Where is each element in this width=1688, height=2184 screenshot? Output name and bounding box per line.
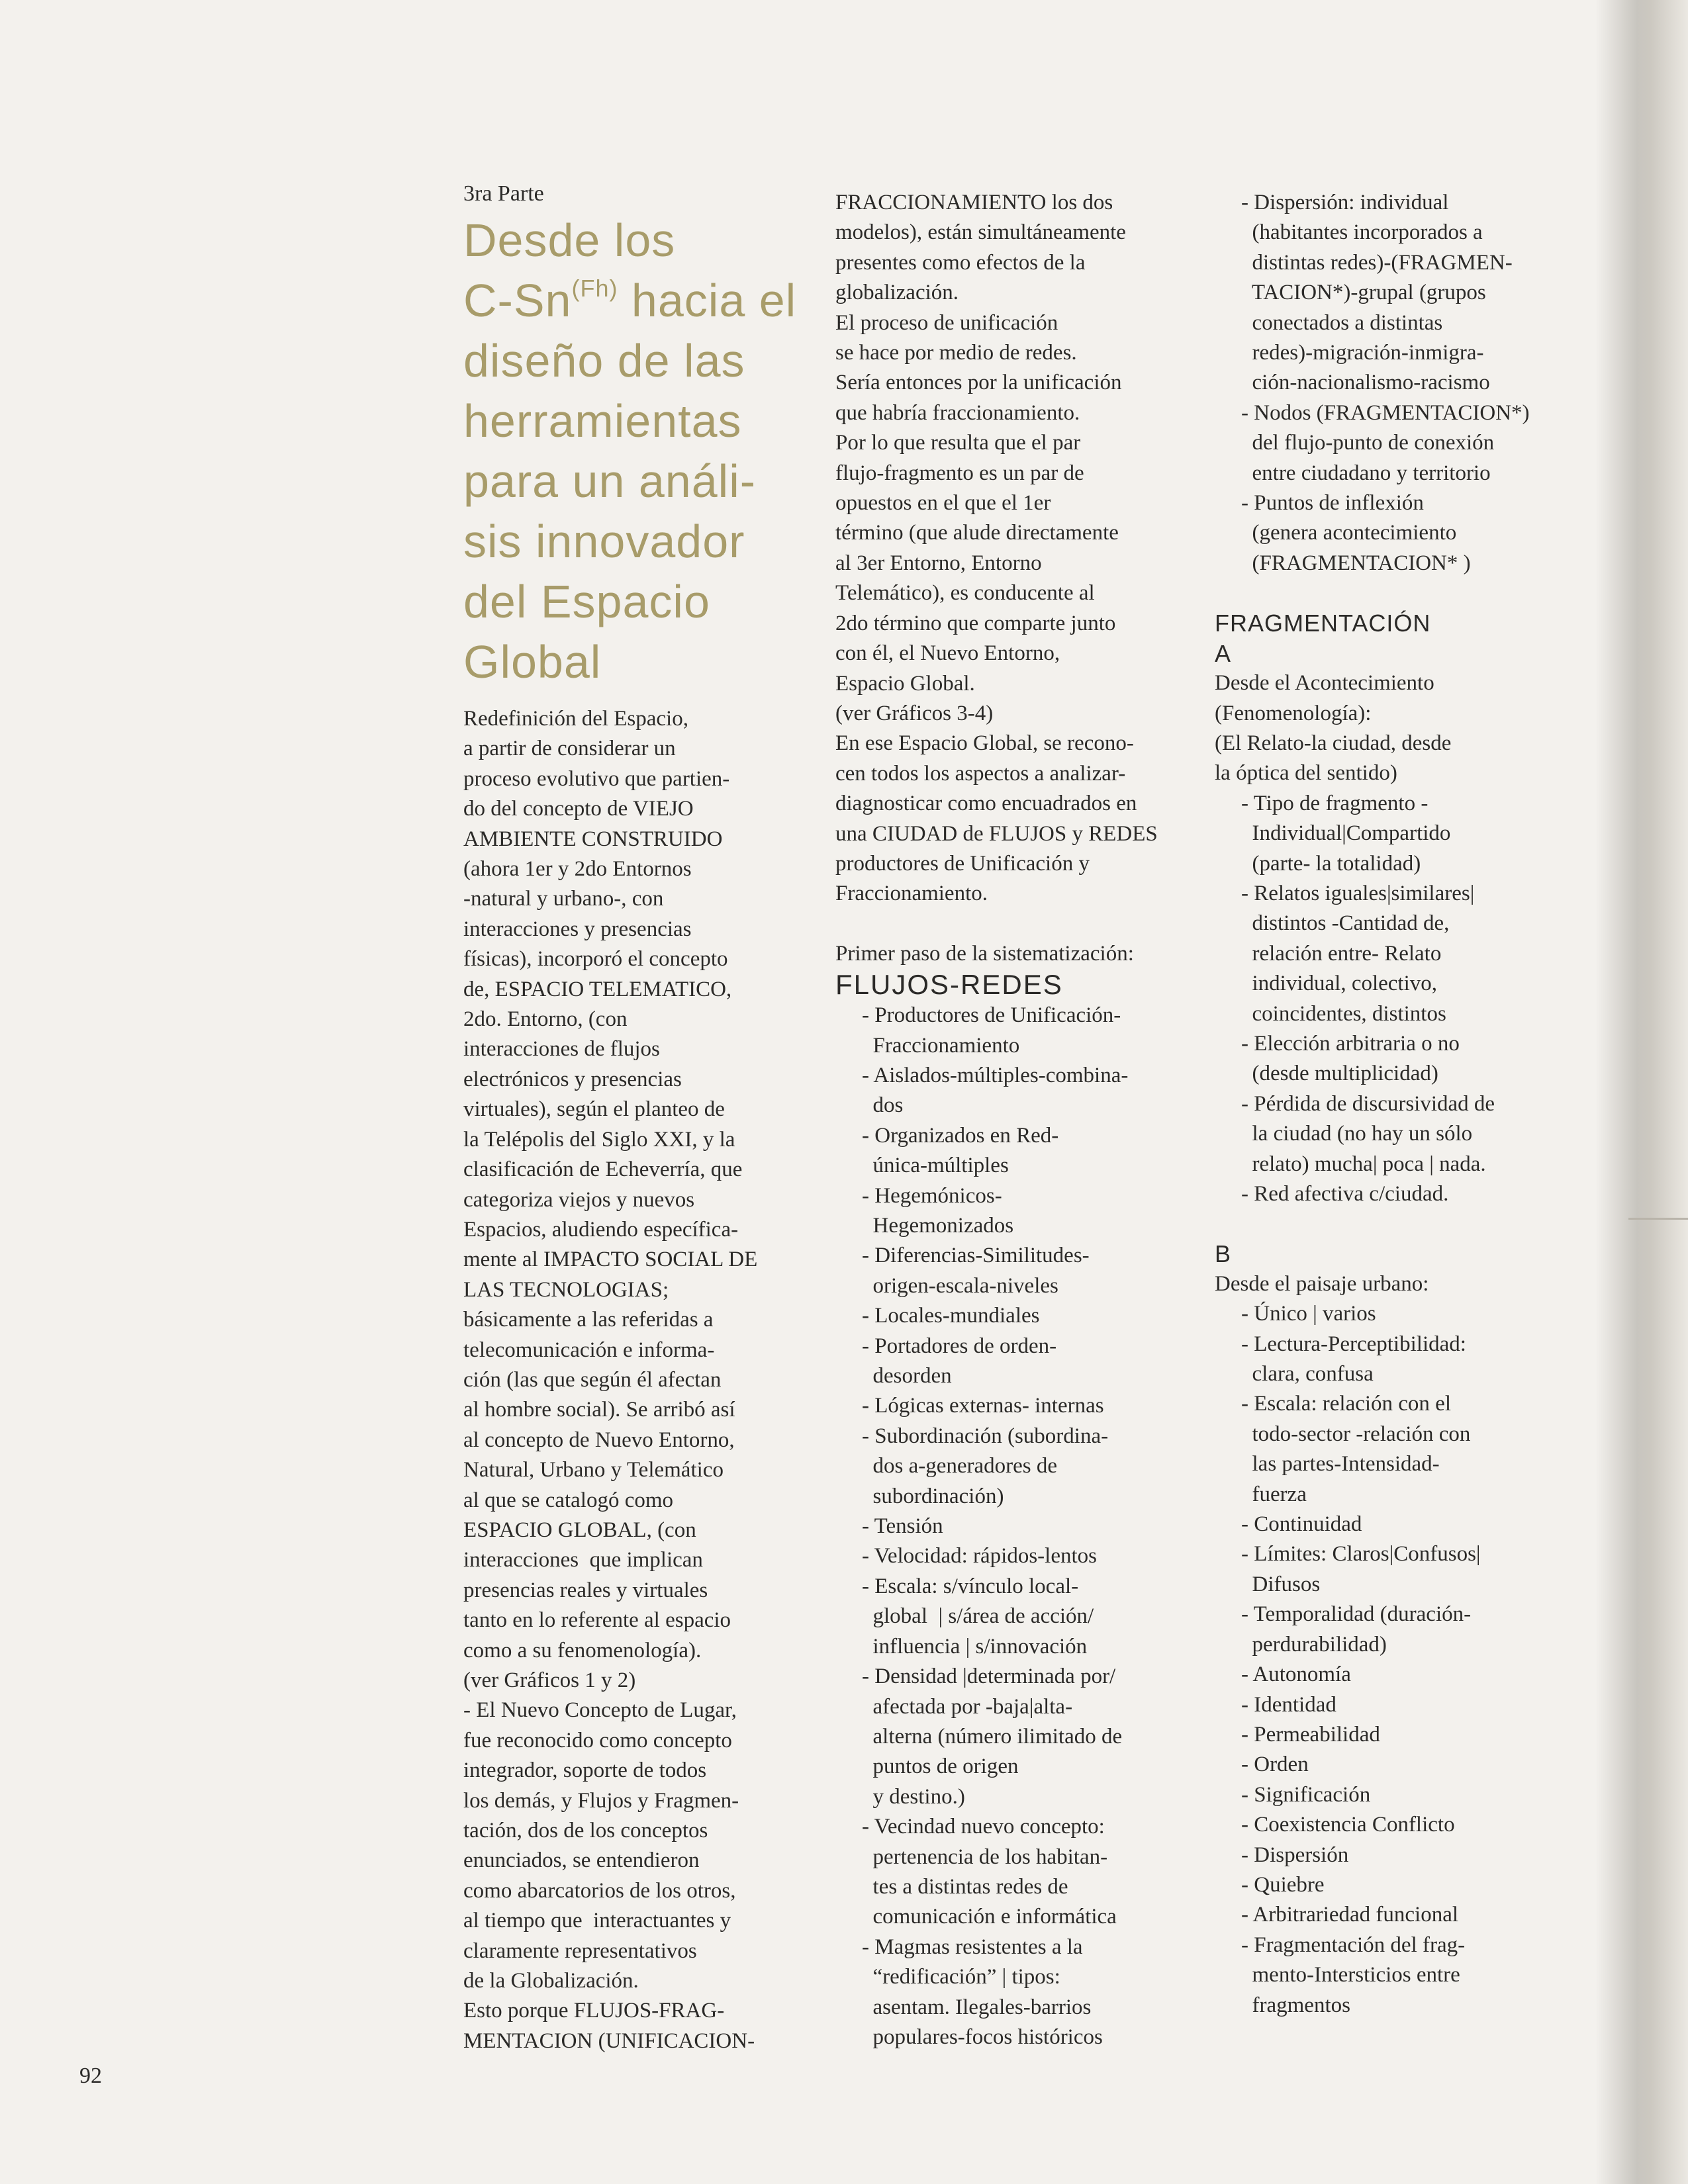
list-item: dos a-generadores de: [862, 1454, 1058, 1479]
list-item: fragmentos: [1241, 1993, 1350, 2017]
bullet-list: [1215, 188, 1559, 578]
list-item: conectados a distintas: [1241, 310, 1443, 335]
body-line: que habría fraccionamiento.: [835, 400, 1080, 425]
title-text: hacia el: [618, 275, 797, 326]
list-item: - Magmas resistentes a la: [862, 1934, 1083, 1959]
body-line: Espacios, aludiendo específica-: [463, 1217, 739, 1242]
list-item: subordinación): [862, 1484, 1004, 1508]
column-3: [1215, 188, 1559, 2021]
title-line: sis innovador: [463, 516, 745, 567]
body-line: ESPACIO GLOBAL, (con: [463, 1518, 696, 1542]
title-line: para un análi-: [463, 455, 757, 507]
body-line: los demás, y Flujos y Fragmen-: [463, 1788, 739, 1813]
list-item: - Productores de Unificación-: [862, 1003, 1121, 1028]
body-line: interacciones que implican: [463, 1548, 703, 1572]
list-item: Individual|Compartido: [1241, 821, 1451, 846]
list-item: - Subordinación (subordina-: [862, 1424, 1109, 1448]
body-line: Telemático), es conducente al: [835, 581, 1095, 606]
list-item: “redificación” | tipos:: [862, 1965, 1060, 1989]
list-item: - Autonomía: [1241, 1662, 1351, 1687]
body-line: a partir de considerar un: [463, 737, 676, 761]
body-line: tación, dos de los conceptos: [463, 1819, 708, 1843]
list-item: - Velocidad: rápidos-lentos: [862, 1544, 1097, 1569]
list-item: única-múltiples: [862, 1154, 1009, 1178]
body-line: interacciones y presencias: [463, 917, 692, 941]
body-line: diagnosticar como encuadrados en: [835, 792, 1137, 816]
list-item: TACION*)-grupal (grupos: [1241, 281, 1486, 305]
list-item: - Coexistencia Conflicto: [1241, 1813, 1455, 1837]
body-line: la Telépolis del Siglo XXI, y la: [463, 1127, 735, 1152]
list-item: - Permeabilidad: [1241, 1722, 1380, 1747]
body-line: Desde el Acontecimiento: [1215, 671, 1434, 696]
body-line: virtuales), según el planteo de: [463, 1097, 725, 1122]
list-item: - Significación: [1241, 1782, 1371, 1807]
body-line: cen todos los aspectos a analizar-: [835, 761, 1126, 786]
list-item: la ciudad (no hay un sólo: [1241, 1122, 1473, 1146]
list-item: - Dispersión: individual: [1241, 191, 1449, 214]
list-item: mento-Intersticios entre: [1241, 1963, 1460, 1987]
list-item: - Diferencias-Similitudes-: [862, 1244, 1090, 1268]
list-item: - Escala: relación con el: [1241, 1392, 1451, 1416]
body-line: la óptica del sentido): [1215, 761, 1397, 786]
list-item: las partes-Intensidad-: [1241, 1452, 1440, 1477]
body-line: telecomunicación e informa-: [463, 1338, 715, 1362]
list-item: - Tipo de fragmento -: [1241, 791, 1429, 815]
body-line: físicas), incorporó el concepto: [463, 947, 728, 972]
list-item: - Densidad |determinada por/: [862, 1664, 1116, 1689]
list-item: individual, colectivo,: [1241, 972, 1438, 996]
list-item: - Aislados-múltiples-combina-: [862, 1063, 1129, 1087]
title-line: diseño de las: [463, 335, 745, 387]
body-line: como abarcatorios de los otros,: [463, 1878, 736, 1903]
body-line: do del concepto de VIEJO: [463, 797, 694, 821]
body-line: globalización.: [835, 281, 959, 305]
list-item: - Portadores de orden-: [862, 1334, 1057, 1358]
list-item: - Quiebre: [1241, 1872, 1325, 1897]
list-item: - Temporalidad (duración-: [1241, 1602, 1472, 1627]
list-item: - Continuidad: [1241, 1512, 1362, 1537]
list-item: - Relatos iguales|similares|: [1241, 881, 1475, 905]
body-line: (ver Gráficos 3-4): [835, 701, 994, 725]
title-line: [463, 271, 797, 331]
body-line: (ver Gráficos 1 y 2): [463, 1668, 636, 1692]
list-item: relato) mucha| poca | nada.: [1241, 1152, 1486, 1176]
list-item: - Dispersión: [1241, 1843, 1349, 1867]
subsection-label: A: [1215, 639, 1232, 667]
body-line: (El Relato-la ciudad, desde: [1215, 731, 1452, 755]
body-line: de la Globalización.: [463, 1969, 639, 1993]
list-item: global | s/área de acción/: [862, 1604, 1094, 1629]
step-label: Primer paso de la sistematización:: [835, 941, 1134, 966]
body-line: interacciones de flujos: [463, 1037, 660, 1062]
body-line: Natural, Urbano y Telemático: [463, 1458, 724, 1482]
list-item: Hegemonizados: [862, 1214, 1014, 1238]
section-title: FLUJOS-REDES: [835, 969, 1063, 1001]
body-line: se hace por medio de redes.: [835, 341, 1077, 365]
list-item: desorden: [862, 1364, 952, 1388]
body-line: tanto en lo referente al espacio: [463, 1608, 731, 1633]
body-line: (ahora 1er y 2do Entornos: [463, 857, 692, 882]
body-line: de, ESPACIO TELEMATICO,: [463, 977, 732, 1001]
body-line: proceso evolutivo que partien-: [463, 766, 730, 791]
list-item: - Único | varios: [1241, 1302, 1376, 1326]
body-line: -natural y urbano-, con: [463, 887, 664, 911]
body-line: básicamente a las referidas a: [463, 1308, 714, 1332]
list-item: - Identidad: [1241, 1692, 1336, 1717]
body-line: una CIUDAD de FLUJOS y REDES: [835, 821, 1158, 846]
body-line: MENTACION (UNIFICACION-: [463, 2028, 755, 2053]
body-line: opuestos en el que el 1er: [835, 491, 1051, 516]
list-item: distintos -Cantidad de,: [1241, 911, 1450, 936]
body-line: Sería entonces por la unificación: [835, 371, 1122, 395]
body-line: Espacio Global.: [835, 671, 975, 696]
body-line: - El Nuevo Concepto de Lugar,: [463, 1698, 737, 1723]
body-line: ción (las que según él afectan: [463, 1367, 722, 1392]
body-line: al tiempo que interactuantes y: [463, 1909, 731, 1933]
list-item: - Nodos (FRAGMENTACION*): [1241, 400, 1530, 425]
body-line: fue reconocido como concepto: [463, 1728, 732, 1752]
body-line: integrador, soporte de todos: [463, 1758, 707, 1783]
body-text: [835, 188, 1193, 909]
column-2: [835, 188, 1193, 2052]
body-line: mente al IMPACTO SOCIAL DE: [463, 1248, 758, 1272]
body-line: FRACCIONAMIENTO los dos: [835, 191, 1113, 214]
list-item: redes)-migración-inmigra-: [1241, 341, 1484, 365]
list-item: (parte- la totalidad): [1241, 851, 1421, 876]
list-item: - Locales-mundiales: [862, 1304, 1040, 1328]
list-item: del flujo-punto de conexión: [1241, 431, 1495, 455]
list-item: - Orden: [1241, 1752, 1309, 1777]
page-edge-shadow: [1595, 0, 1688, 2184]
list-item: - Red afectiva c/ciudad.: [1241, 1182, 1449, 1206]
subsection-label: B: [1215, 1240, 1232, 1268]
list-item: - Pérdida de discursividad de: [1241, 1091, 1495, 1116]
list-item: populares-focos históricos: [862, 2025, 1103, 2049]
list-item: Difusos: [1241, 1572, 1321, 1596]
list-item: puntos de origen: [862, 1754, 1019, 1779]
list-item: (FRAGMENTACION* ): [1241, 551, 1471, 575]
list-item: - Puntos de inflexión: [1241, 491, 1424, 516]
list-item: afectada por -baja|alta-: [862, 1694, 1073, 1719]
body-line: Desde el paisaje urbano:: [1215, 1271, 1429, 1296]
body-line: con él, el Nuevo Entorno,: [835, 641, 1060, 666]
body-line: El proceso de unificación: [835, 310, 1058, 335]
bullet-list: [835, 1001, 1193, 2052]
body-line: al que se catalogó como: [463, 1488, 674, 1512]
bullet-list: [1215, 789, 1559, 1210]
body-line: al hombre social). Se arribó así: [463, 1398, 735, 1422]
list-item: - Lógicas externas- internas: [862, 1394, 1104, 1418]
body-line: En ese Espacio Global, se recono-: [835, 731, 1134, 756]
body-line: AMBIENTE CONSTRUIDO: [463, 827, 723, 851]
title-line: Global: [463, 636, 602, 688]
body-line: productores de Unificación y: [835, 851, 1090, 876]
body-line: como a su fenomenología).: [463, 1638, 702, 1662]
title-superscript: (Fh): [571, 275, 618, 302]
list-item: fuerza: [1241, 1482, 1307, 1506]
list-item: entre ciudadano y territorio: [1241, 461, 1491, 485]
list-item: tes a distintas redes de: [862, 1874, 1068, 1899]
body-line: Esto porque FLUJOS-FRAG-: [463, 1999, 725, 2023]
body-line: Por lo que resulta que el par: [835, 431, 1081, 455]
body-line: al concepto de Nuevo Entorno,: [463, 1428, 735, 1452]
list-item: y destino.): [862, 1784, 965, 1809]
list-item: asentam. Ilegales-barrios: [862, 1995, 1092, 2019]
list-item: (genera acontecimiento: [1241, 521, 1457, 545]
section-heading: FRAGMENTACIÓN: [1215, 610, 1431, 637]
list-item: - Límites: Claros|Confusos|: [1241, 1542, 1481, 1567]
body-line: presencias reales y virtuales: [463, 1578, 708, 1602]
page-edge-mark: [1628, 1218, 1688, 1220]
list-item: (habitantes incorporados a: [1241, 220, 1483, 245]
list-item: relación entre- Relato: [1241, 941, 1442, 966]
list-item: (desde multiplicidad): [1241, 1062, 1438, 1086]
body-line: presentes como efectos de la: [835, 250, 1086, 275]
list-item: distintas redes)-(FRAGMEN-: [1241, 250, 1513, 275]
body-line: Fraccionamiento.: [835, 882, 988, 906]
list-item: pertenencia de los habitan-: [862, 1844, 1108, 1869]
list-item: dos: [862, 1093, 904, 1118]
column-1: [463, 179, 797, 2056]
list-item: influencia | s/innovación: [862, 1634, 1088, 1659]
list-item: perdurabilidad): [1241, 1632, 1387, 1657]
body-line: categoriza viejos y nuevos: [463, 1187, 695, 1212]
body-text: [1215, 668, 1559, 789]
body-line: enunciados, se entendieron: [463, 1848, 700, 1873]
list-item: ción-nacionalismo-racismo: [1241, 371, 1490, 395]
list-item: comunicación e informática: [862, 1905, 1117, 1929]
title-text: C-Sn: [463, 275, 572, 326]
list-item: - Vecindad nuevo concepto:: [862, 1815, 1105, 1839]
list-item: - Fragmentación del frag-: [1241, 1933, 1466, 1957]
list-item: Fraccionamiento: [862, 1033, 1020, 1058]
body-line: 2do término que comparte junto: [835, 611, 1116, 635]
body-line: LAS TECNOLOGIAS;: [463, 1277, 669, 1302]
list-item: - Tensión: [862, 1514, 943, 1539]
body-line: al 3er Entorno, Entorno: [835, 551, 1042, 575]
bullet-list: [1215, 1299, 1559, 2021]
body-text: [463, 704, 794, 2056]
list-item: - Organizados en Red-: [862, 1123, 1059, 1148]
list-item: alterna (número ilimitado de: [862, 1724, 1123, 1749]
body-line: (Fenomenología):: [1215, 701, 1372, 725]
title-line: herramientas: [463, 395, 742, 447]
body-line: electrónicos y presencias: [463, 1067, 682, 1091]
body-line: claramente representativos: [463, 1938, 697, 1963]
body-line: Redefinición del Espacio,: [463, 707, 688, 731]
body-line: flujo-fragmento es un par de: [835, 461, 1084, 485]
title-line: Desde los: [463, 214, 676, 266]
body-line: clasificación de Echeverría, que: [463, 1158, 743, 1182]
list-item: - Hegemónicos-: [862, 1183, 1002, 1208]
list-item: coincidentes, distintos: [1241, 1001, 1446, 1026]
list-item: - Lectura-Perceptibilidad:: [1241, 1332, 1466, 1356]
title-line: del Espacio: [463, 576, 710, 627]
page-number: 92: [79, 2064, 102, 2088]
list-item: - Elección arbitraria o no: [1241, 1031, 1460, 1056]
list-item: origen-escala-niveles: [862, 1273, 1058, 1298]
body-line: 2do. Entorno, (con: [463, 1007, 628, 1032]
chapter-title: [463, 210, 797, 692]
part-label: 3ra Parte: [463, 181, 544, 206]
list-item: - Arbitrariedad funcional: [1241, 1903, 1459, 1927]
body-line: modelos), están simultáneamente: [835, 220, 1126, 245]
body-line: término (que alude directamente: [835, 521, 1119, 545]
list-item: clara, confusa: [1241, 1362, 1374, 1387]
list-item: - Escala: s/vínculo local-: [862, 1574, 1079, 1598]
list-item: todo-sector -relación con: [1241, 1422, 1471, 1446]
